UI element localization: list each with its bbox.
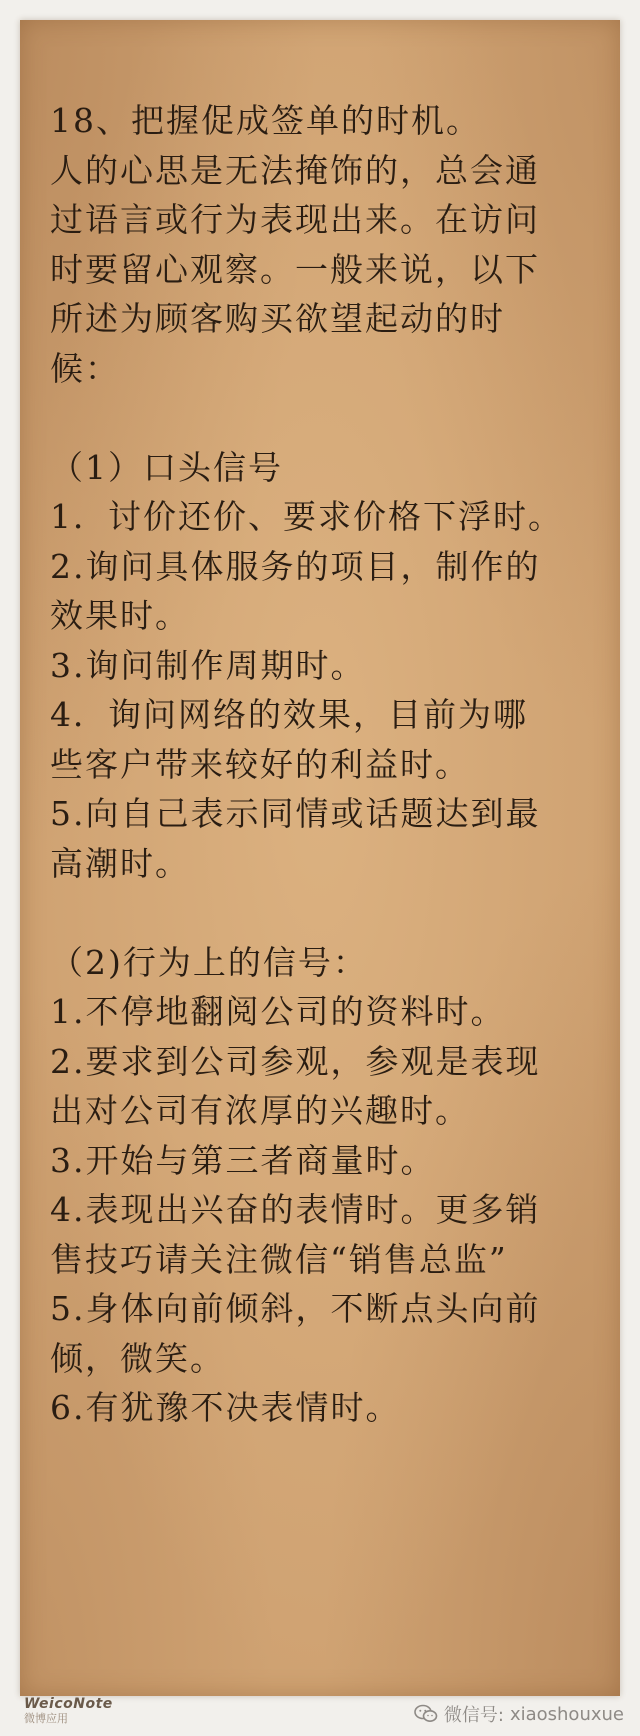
section1-line: 些客户带来较好的利益时。: [50, 744, 470, 784]
section2-line: 倾，微笑。: [50, 1338, 225, 1378]
watermark-prefix: 微信号:: [443, 1705, 504, 1726]
wechat-watermark: [414, 1700, 624, 1728]
intro-line: 所述为顾客购买欲望起动的时: [50, 299, 505, 338]
paper-note: [20, 20, 620, 1696]
section2-line: 3.开始与第三者商量时。: [50, 1140, 436, 1180]
section-heading-verbal: （1）口头信号: [50, 447, 283, 487]
wechat-icon: [414, 1704, 438, 1724]
watermark-id: xiaoshouxue: [509, 1703, 624, 1725]
section2-line: 6.有犹豫不决表情时。: [50, 1388, 401, 1427]
section1-line: 3.询问制作周期时。: [50, 645, 366, 685]
section1-line: 5.向自己表示同情或话题达到最: [50, 794, 541, 833]
section1-line: 1．讨价还价、要求价格下浮时。: [50, 497, 563, 536]
logo-subtitle: 微博应用: [24, 1712, 68, 1725]
section1-line: 4．询问网络的效果，目前为哪: [50, 695, 528, 734]
blank-line: [50, 393, 610, 443]
intro-line: 候：: [50, 348, 120, 388]
section2-line: 5.身体向前倾斜，不断点头向前: [50, 1289, 541, 1328]
section1-line: 2.询问具体服务的项目，制作的: [50, 546, 541, 586]
section-heading-behavior: （2)行为上的信号：: [50, 942, 368, 982]
section2-line: 售技巧请关注微信“销售总监”: [50, 1239, 508, 1279]
section1-line: 高潮时。: [50, 843, 190, 883]
weiconote-logo: [24, 1696, 144, 1730]
note-title: 18、把握促成签单的时机。: [50, 101, 481, 140]
section1-line: 效果时。: [50, 596, 190, 635]
logo-wordmark: WeicoNote: [24, 1696, 113, 1712]
section2-line: 2.要求到公司参观，参观是表现: [50, 1041, 541, 1081]
intro-line: 人的心思是无法掩饰的，总会通: [50, 150, 540, 190]
intro-line: 时要留心观察。一般来说，以下: [50, 249, 540, 289]
note-body: [50, 96, 610, 1433]
blank-line: [50, 888, 610, 938]
section2-line: 1.不停地翻阅公司的资料时。: [50, 992, 506, 1031]
section2-line: 出对公司有浓厚的兴趣时。: [50, 1091, 470, 1130]
intro-line: 过语言或行为表现出来。在访问: [50, 200, 540, 239]
section2-line: 4.表现出兴奋的表情时。更多销: [50, 1190, 541, 1229]
